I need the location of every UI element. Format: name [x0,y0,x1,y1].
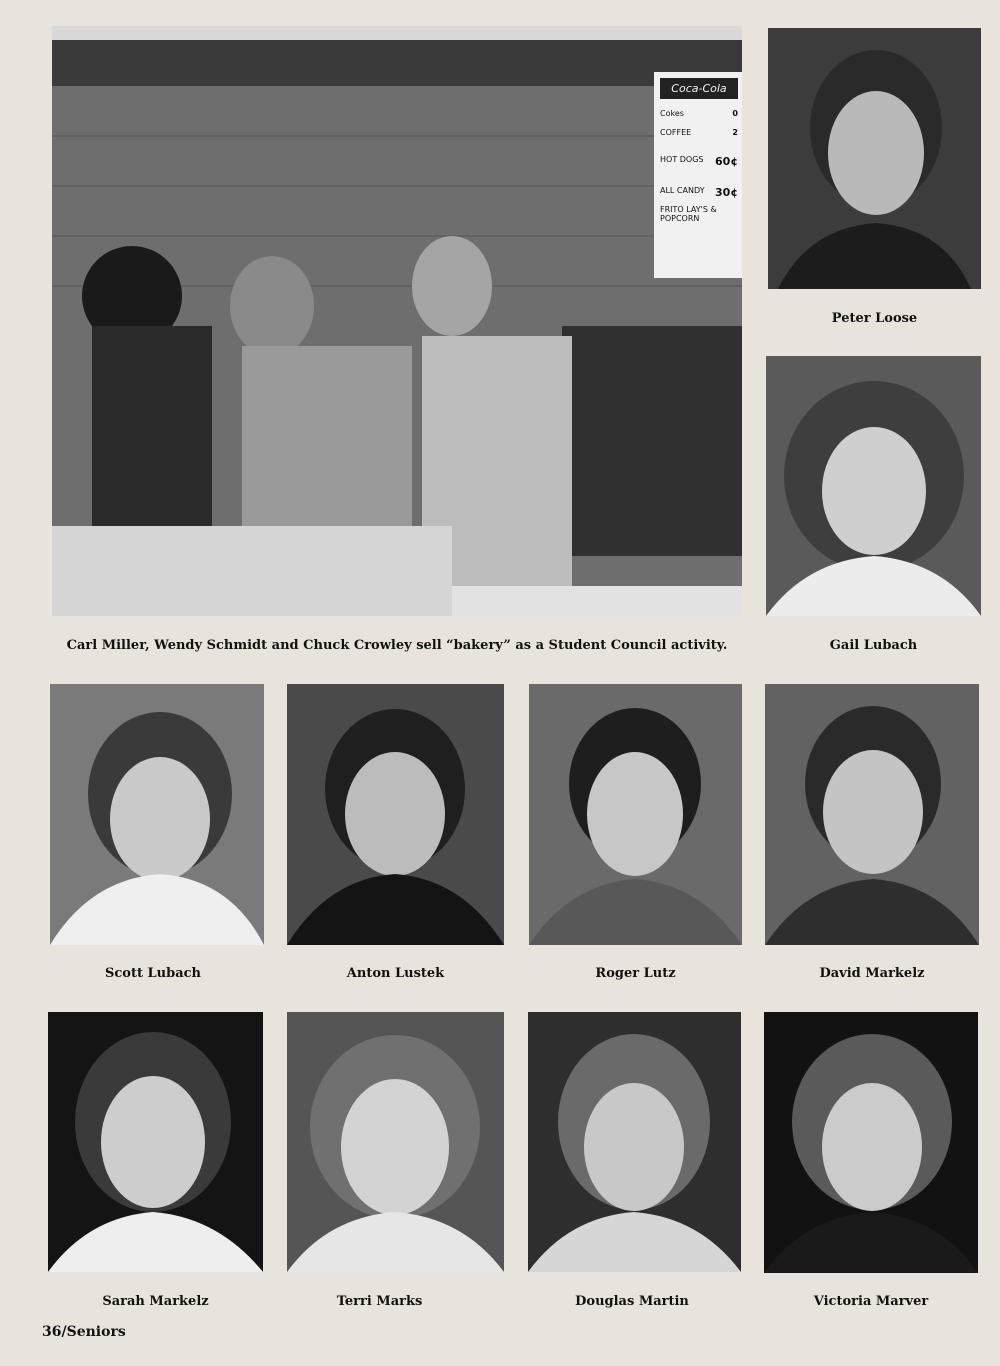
menu-item: Cokes 0 [660,109,738,118]
portrait-name: Peter Loose [831,311,918,326]
portrait-name: Gail Lubach [829,638,918,653]
portrait-photo [50,684,264,945]
portrait-name: Douglas Martin [575,1294,689,1309]
portrait-name: Terri Marks [336,1294,423,1309]
portrait-photo [768,28,981,289]
portrait-name: Anton Lustek [346,966,445,981]
menu-item: HOT DOGS 60¢ [660,155,738,168]
portrait-name: Roger Lutz [595,966,676,981]
portrait-name: Scott Lubach [105,966,201,981]
menu-item: COFFEE 2 [660,128,738,137]
portrait-photo [528,1012,741,1272]
portrait-name: David Markelz [819,966,925,981]
portrait-name: Victoria Marver [813,1294,929,1309]
menu-item: FRITO LAY'S & POPCORN [660,205,717,223]
portrait-photo [529,684,742,945]
feature-photo [52,26,742,616]
portrait-name: Sarah Markelz [102,1294,209,1309]
portrait-photo [48,1012,263,1272]
portrait-photo [766,356,981,616]
portrait-photo [765,684,979,945]
portrait-photo [287,684,504,945]
portrait-photo [287,1012,504,1272]
menu-item: ALL CANDY 30¢ [660,186,738,199]
menu-board-brand: Coca-Cola [660,78,738,99]
page-folio: 36/Seniors [42,1324,126,1340]
portrait-photo [764,1012,978,1273]
feature-caption: Carl Miller, Wendy Schmidt and Chuck Crowley sell “bakery” as a Student Council activity. [66,638,728,653]
menu-board [654,72,742,278]
